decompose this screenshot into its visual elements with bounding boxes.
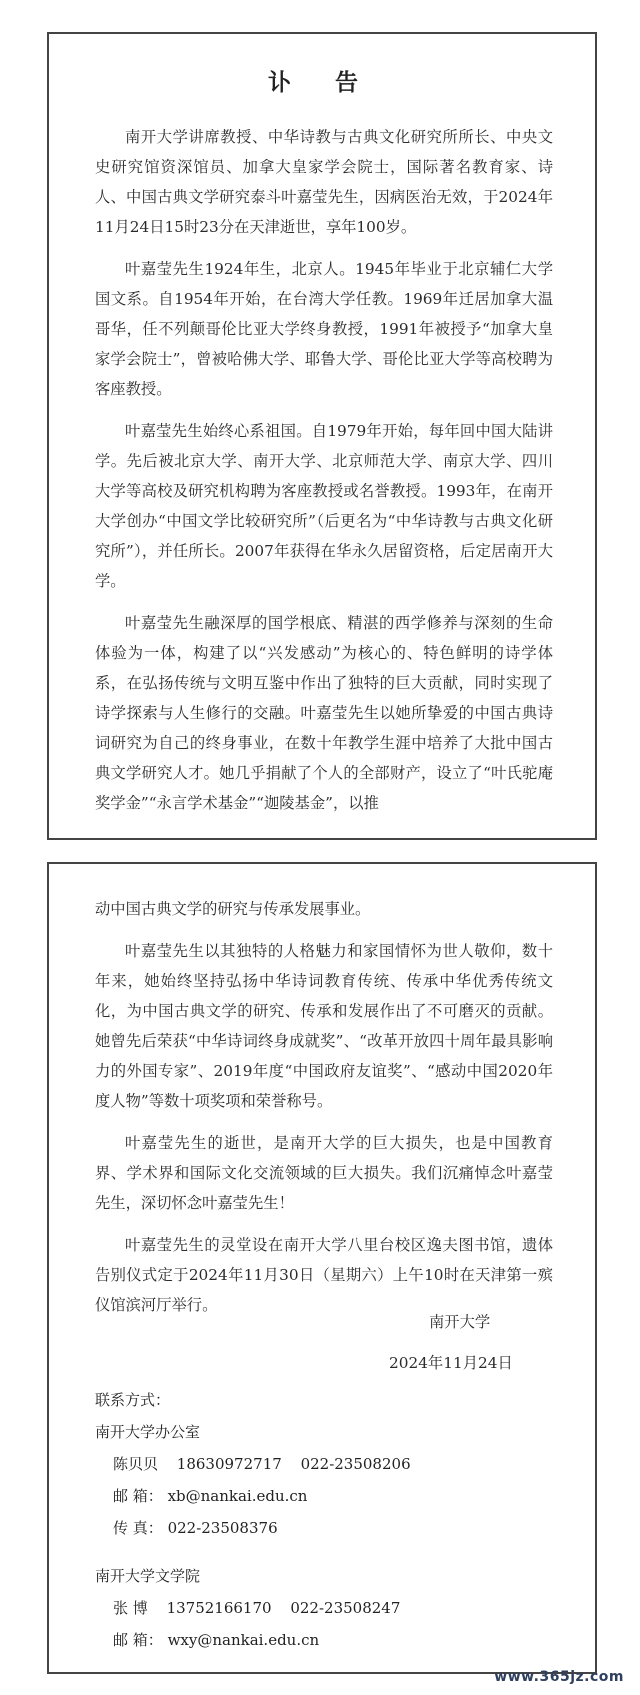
office-mobile: 18630972717 xyxy=(176,1455,282,1473)
contact-section xyxy=(95,1384,411,1656)
paragraph-announcement: 南开大学讲席教授、中华诗教与古典文化研究所所长、中央文史研究馆资深馆员、加拿大皇家学会院士，国际著名教育家、诗人、中国古典文学研究泰斗叶嘉莹先生，因病医治无效，于2024年11月24日15时23分在天津逝世，享年100岁。 xyxy=(95,128,553,236)
office-phone: 022-23508206 xyxy=(300,1455,411,1473)
college-contact-row xyxy=(95,1592,411,1624)
college-email-label: 邮 箱： xyxy=(113,1631,163,1649)
notice-page-1 xyxy=(47,32,597,840)
office-email-row xyxy=(95,1480,411,1512)
college-phone: 022-23508247 xyxy=(290,1599,401,1617)
college-name: 南开大学文学院 xyxy=(95,1567,201,1585)
notice-body-page-2 xyxy=(95,894,553,1332)
office-email-label: 邮 箱： xyxy=(113,1487,163,1505)
office-fax-label: 传 真： xyxy=(113,1519,163,1537)
college-person: 张 博 xyxy=(113,1599,148,1617)
signature-date: 2024年11月24日 xyxy=(389,1354,513,1372)
office-person: 陈贝贝 xyxy=(113,1455,159,1473)
paragraph-homeland: 叶嘉莹先生始终心系祖国。自1979年开始，每年回中国大陆讲学。先后被北京大学、南开大学、北京师范大学、南京大学、四川大学等高校及研究机构聘为客座教授或名誉教授。1993年，在南开大学创办“中国文学比较研究所”（后更名为“中华诗教与古典文化研究所”），并任所长。2007年获得在华永久居留资格，后定居南开大学。 xyxy=(95,422,553,590)
paragraph-contributions: 叶嘉莹先生融深厚的国学根底、精湛的西学修养与深刻的生命体验为一体，构建了以“兴发感动”为核心的、特色鲜明的诗学体系，在弘扬传统与文明互鉴中作出了独特的巨大贡献，同时实现了诗学探索与人生修行的交融。叶嘉莹先生以她所挚爱的中国古典诗词研究为自己的终身事业，在数十年教学生涯中培养了大批中国古典文学研究人才。她几乎捐献了个人的全部财产，设立了“叶氏驼庵奖学金”“永言学术基金”“迦陵基金”，以推 xyxy=(95,614,553,812)
paragraph-continuation: 动中国古典文学的研究与传承发展事业。 xyxy=(95,900,371,918)
office-fax-row xyxy=(95,1512,411,1544)
contact-spacer xyxy=(95,1544,411,1560)
paragraph-biography: 叶嘉莹先生1924年生，北京人。1945年毕业于北京辅仁大学国文系。自1954年开始，在台湾大学任教。1969年迁居加拿大温哥华，任不列颠哥伦比亚大学终身教授，1991年被授予“加拿大皇家学会院士”，曾被哈佛大学、耶鲁大学、哥伦比亚大学等高校聘为客座教授。 xyxy=(95,260,553,398)
office-contact-row xyxy=(95,1448,411,1480)
college-email-row xyxy=(95,1624,411,1656)
notice-title: 讣 告 xyxy=(267,69,376,96)
notice-page-2 xyxy=(47,862,597,1674)
site-watermark: www.365jz.com xyxy=(494,1669,624,1685)
college-mobile: 13752166170 xyxy=(166,1599,272,1617)
office-fax: 022-23508376 xyxy=(167,1519,278,1537)
office-email: xb@nankai.edu.cn xyxy=(167,1487,308,1505)
contact-heading: 联系方式： xyxy=(95,1391,171,1409)
paragraph-funeral-arrangements: 叶嘉莹先生的灵堂设在南开大学八里台校区逸夫图书馆，遗体告别仪式定于2024年11月30日（星期六）上午10时在天津第一殡仪馆滨河厅举行。 xyxy=(95,1236,553,1314)
notice-body-page-1 xyxy=(95,122,553,830)
paragraph-mourning: 叶嘉莹先生的逝世，是南开大学的巨大损失，也是中国教育界、学术界和国际文化交流领域的巨大损失。我们沉痛悼念叶嘉莹先生，深切怀念叶嘉莹先生！ xyxy=(95,1134,553,1212)
college-email: wxy@nankai.edu.cn xyxy=(167,1631,320,1649)
signature-organization: 南开大学 xyxy=(429,1313,491,1331)
office-name: 南开大学办公室 xyxy=(95,1423,201,1441)
paragraph-honors: 叶嘉莹先生以其独特的人格魅力和家国情怀为世人敬仰，数十年来，她始终坚持弘扬中华诗词教育传统、传承中华优秀传统文化，为中国古典文学的研究、传承和发展作出了不可磨灭的贡献。她曾先后荣获“中华诗词终身成就奖”、“改革开放四十周年最具影响力的外国专家”、2019年度“中国政府友谊奖”、“感动中国2020年度人物”等数十项奖项和荣誉称号。 xyxy=(95,942,553,1110)
